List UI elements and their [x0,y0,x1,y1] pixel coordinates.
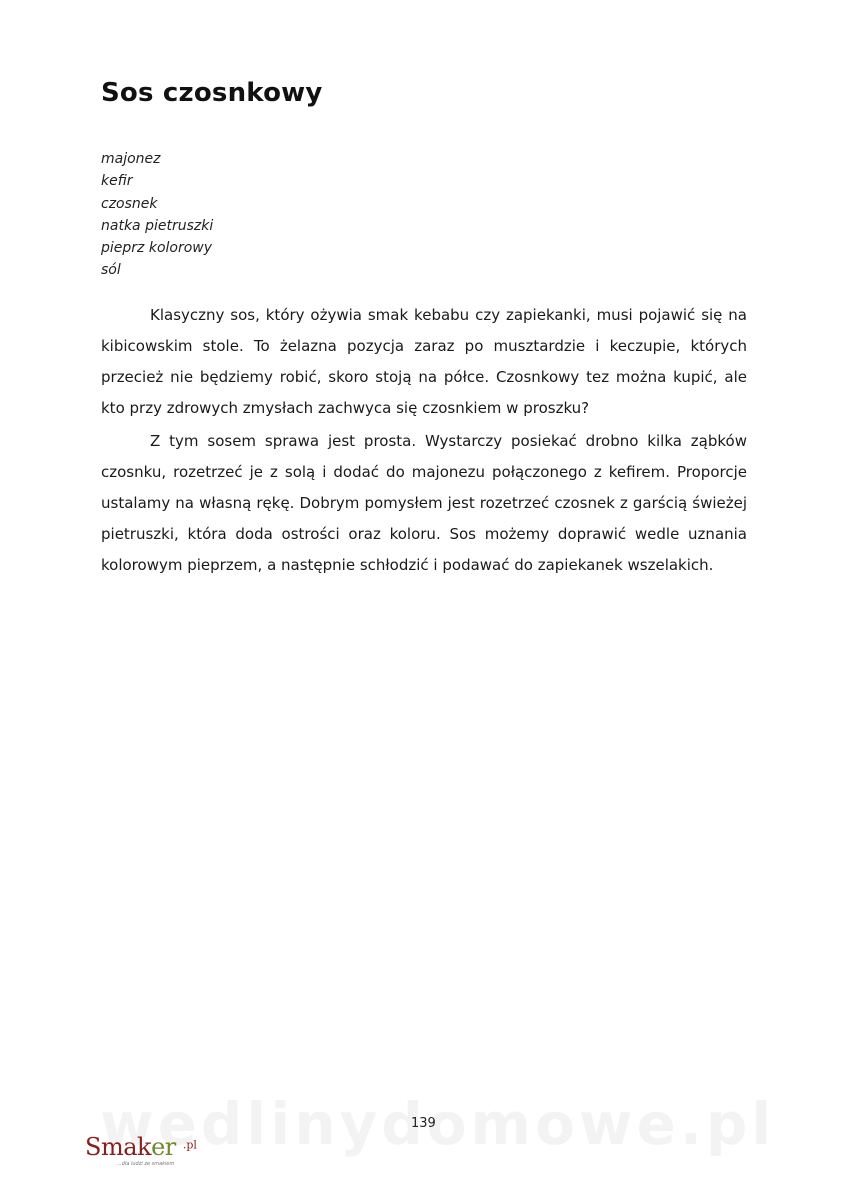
ingredient-item: majonez [101,151,161,167]
ingredient-item: kefir [101,173,133,190]
ingredient-item: pieprz kolorowy [101,240,213,257]
logo-text-er: er [151,1133,176,1161]
ingredient-item: sól [101,262,121,279]
ingredient-item: czosnek [101,195,158,212]
page-number: 139 [411,1116,436,1131]
logo-suffix: .pl [182,1138,197,1152]
smaker-logo [85,1133,197,1167]
paragraph: Z tym sosem sprawa jest prosta. Wystarczy posiekać drobno kilka ząbków czosnku, rozetrzeć je z solą i dodać do majonezu połączonego z kefirem. Proporcje ustalamy na własną rękę. Dobrym pomysłem jest rozetrzeć czosnek z garścią świeżej pietruszki, która doda ostrości oraz koloru. Sos możemy doprawić wedle uznania kolorowym pieprzem, a następnie schłodzić i podawać do zapiekanek wszelakich. [101,432,747,574]
logo-text-smak: Smak [85,1133,152,1161]
ingredient-list [101,148,213,282]
paragraph: Klasyczny sos, który ożywia smak kebabu czy zapiekanki, musi pojawić się na kibicowskim stole. To żelazna pozycja zaraz po musztardzie i keczupie, których przecież nie będziemy robić, skoro stoją na półce. Czosnkowy tez można kupić, ale kto przy zdrowych zmysłach zachwyca się czosnkiem w proszku? [101,306,747,417]
recipe-body [101,300,747,583]
ingredient-item: natka pietruszki [101,217,214,234]
logo-tagline: ...dla ludzi ze smakiem [117,1161,175,1167]
recipe-title: Sos czosnkowy [101,78,323,108]
watermark [100,1090,775,1158]
